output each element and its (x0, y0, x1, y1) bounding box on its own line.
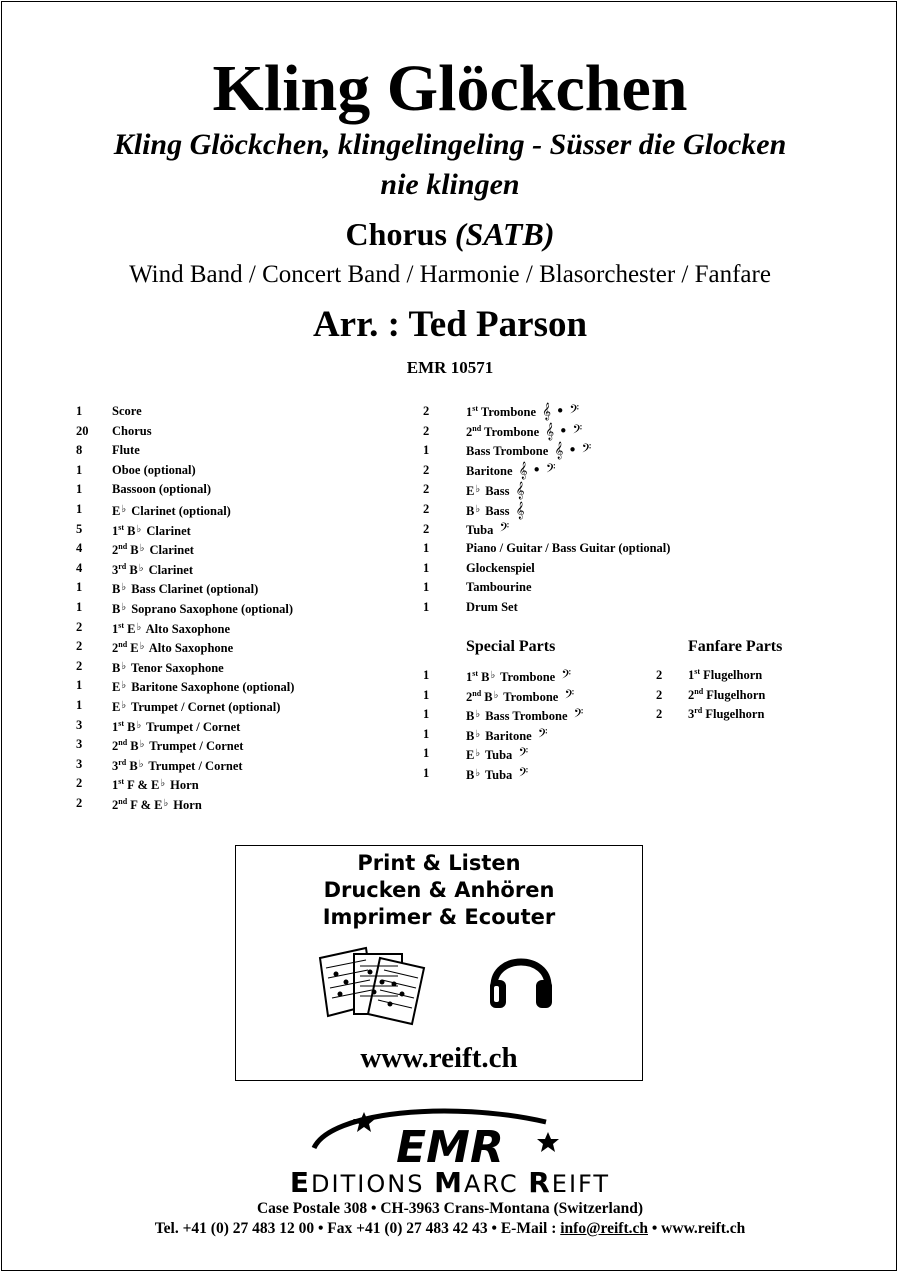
part-name: 3rd Flugelhorn (688, 706, 765, 722)
part-quantity: 2 (656, 668, 663, 682)
part-name: 3rd B♭ Trumpet / Cornet (112, 757, 243, 773)
part-quantity: 2 (423, 482, 430, 497)
part-quantity: 3 (76, 717, 83, 732)
part-name: Tambourine (466, 580, 532, 595)
part-quantity: 2 (423, 521, 430, 536)
part-name: Glockenspiel (466, 560, 535, 575)
emr-logo-text: EMR (396, 1122, 504, 1168)
contact-email-link[interactable]: info@reift.ch (560, 1220, 648, 1237)
print-listen-box (235, 845, 643, 1081)
part-name: Bass Trombone 𝄞 • 𝄢 (466, 441, 592, 460)
part-name: B♭ Bass Trombone 𝄢 (466, 706, 584, 725)
part-name: 2nd B♭ Clarinet (112, 542, 194, 558)
part-name: 2nd F & E♭ Horn (112, 797, 202, 812)
publisher-name (0, 1168, 900, 1199)
part-name: 1st Flugelhorn (688, 667, 763, 682)
part-name: Score (112, 404, 142, 418)
contact-phone-fax: Tel. +41 (0) 27 483 12 00 • Fax +41 (0) 27 483 42 43 • E-Mail : (154, 1220, 561, 1237)
part-quantity: 1 (423, 541, 430, 556)
publisher-word-arc: ARC (463, 1170, 529, 1198)
part-quantity: 1 (423, 746, 430, 761)
voicing-detail: (SATB) (454, 216, 555, 252)
part-name: 2nd Trombone 𝄞 • 𝄢 (466, 421, 583, 440)
publisher-initial-r: R (528, 1166, 552, 1199)
headphones-icon (486, 946, 556, 1012)
part-name: E♭ Trumpet / Cornet (optional) (112, 700, 281, 714)
part-name: 2nd B♭ Trombone 𝄢 (466, 686, 575, 705)
part-name: Tuba 𝄢 (466, 519, 510, 538)
part-name: 1st B♭ Trumpet / Cornet (112, 718, 241, 734)
part-quantity: 4 (76, 560, 83, 575)
part-quantity: 2 (76, 639, 83, 654)
part-name: B♭ Tuba 𝄢 (466, 765, 529, 783)
part-quantity: 2 (76, 776, 83, 791)
part-name: 1st F & E♭ Horn (112, 777, 199, 793)
part-name: B♭ Soprano Saxophone (optional) (112, 602, 294, 616)
part-quantity: 1 (76, 580, 83, 595)
part-name: 2nd E♭ Alto Saxophone (112, 640, 234, 656)
part-name: 2nd B♭ Trumpet / Cornet (112, 738, 244, 754)
part-quantity: 1 (76, 502, 83, 516)
part-quantity: 1 (423, 687, 430, 702)
part-name: 1st Trombone 𝄞 • 𝄢 (466, 402, 580, 420)
part-name: Bassoon (optional) (112, 482, 211, 497)
part-quantity: 1 (423, 766, 430, 780)
contact-website[interactable]: • www.reift.ch (648, 1220, 746, 1237)
part-quantity: 1 (423, 726, 430, 741)
part-quantity: 8 (76, 443, 83, 458)
part-name: E♭ Baritone Saxophone (optional) (112, 680, 295, 695)
part-name: B♭ Bass 𝄞 (466, 501, 525, 519)
publisher-initial-m: M (434, 1166, 464, 1199)
part-name: 3rd B♭ Clarinet (112, 561, 193, 577)
part-quantity: 20 (76, 423, 89, 438)
part-name: Baritone 𝄞 • 𝄢 (466, 460, 556, 479)
score-title: Kling Glöckchen (212, 52, 688, 125)
part-quantity: 1 (423, 600, 430, 614)
part-quantity: 2 (76, 796, 83, 810)
special-parts-heading: Special Parts (466, 638, 556, 655)
part-quantity: 1 (423, 580, 430, 595)
part-quantity: 2 (423, 502, 430, 516)
fanfare-parts-heading: Fanfare Parts (688, 638, 783, 655)
part-quantity: 1 (76, 600, 83, 614)
part-name: 1st B♭ Trombone 𝄢 (466, 667, 571, 685)
arranger: Arr. : Ted Parson (312, 304, 588, 345)
part-quantity: 1 (423, 560, 430, 575)
sheet-music-icon (314, 944, 432, 1026)
emr-logo (300, 1104, 600, 1168)
part-name: B♭ Baritone 𝄢 (466, 725, 548, 744)
part-name: Chorus (112, 423, 152, 438)
part-quantity: 4 (76, 541, 83, 556)
part-quantity: 2 (76, 658, 83, 673)
part-name: Drum Set (466, 600, 518, 614)
promo-line-drucken: Drucken & Anhören (323, 878, 555, 902)
voicing-label: Chorus (345, 216, 447, 252)
part-name: 1st E♭ Alto Saxophone (112, 620, 231, 636)
part-quantity: 3 (76, 756, 83, 771)
part-quantity: 1 (76, 462, 83, 477)
part-name: Flute (112, 443, 140, 458)
promo-line-imprimer: Imprimer & Ecouter (322, 905, 556, 929)
part-quantity: 2 (656, 707, 663, 722)
publisher-word-eift: EIFT (551, 1170, 611, 1198)
band-types: Wind Band / Concert Band / Harmonie / Blasorchester / Fanfare (129, 261, 771, 288)
part-quantity: 1 (423, 707, 430, 722)
publisher-contact (0, 1219, 900, 1239)
part-quantity: 2 (76, 619, 83, 634)
catalog-number: EMR 10571 (406, 358, 494, 377)
voicing (0, 214, 900, 254)
publisher-address: Case Postale 308 • CH-3963 Crans-Montana (Switzerland) (256, 1200, 643, 1217)
part-name: 2nd Flugelhorn (688, 686, 766, 702)
part-quantity: 1 (423, 443, 430, 458)
part-quantity: 1 (76, 678, 83, 693)
part-name: Piano / Guitar / Bass Guitar (optional) (466, 541, 671, 556)
part-name: B♭ Bass Clarinet (optional) (112, 582, 259, 597)
part-name: E♭ Bass 𝄞 (466, 481, 525, 500)
part-name: 1st B♭ Clarinet (112, 522, 191, 538)
part-quantity: 1 (76, 482, 83, 497)
part-name: E♭ Clarinet (optional) (112, 504, 231, 518)
part-quantity: 2 (423, 462, 430, 477)
promo-line-print-listen: Print & Listen (357, 851, 521, 875)
publisher-word-ditions: DITIONS (311, 1170, 435, 1198)
part-quantity: 5 (76, 521, 83, 536)
part-name: E♭ Tuba 𝄢 (466, 745, 529, 764)
part-quantity: 1 (423, 668, 430, 682)
score-subtitle-line1: Kling Glöckchen, klingelingeling - Süsser die Glocken (113, 128, 787, 161)
part-name: Oboe (optional) (112, 462, 196, 477)
part-quantity: 2 (423, 404, 430, 418)
part-quantity: 1 (76, 698, 83, 712)
publisher-initial-e: E (289, 1166, 312, 1199)
part-quantity: 1 (76, 404, 83, 418)
part-name: B♭ Tenor Saxophone (112, 660, 224, 675)
score-subtitle-line2: nie klingen (380, 168, 520, 201)
part-quantity: 2 (423, 423, 430, 438)
part-quantity: 2 (656, 687, 663, 702)
promo-url: www.reift.ch (360, 1042, 518, 1074)
part-quantity: 3 (76, 737, 83, 752)
